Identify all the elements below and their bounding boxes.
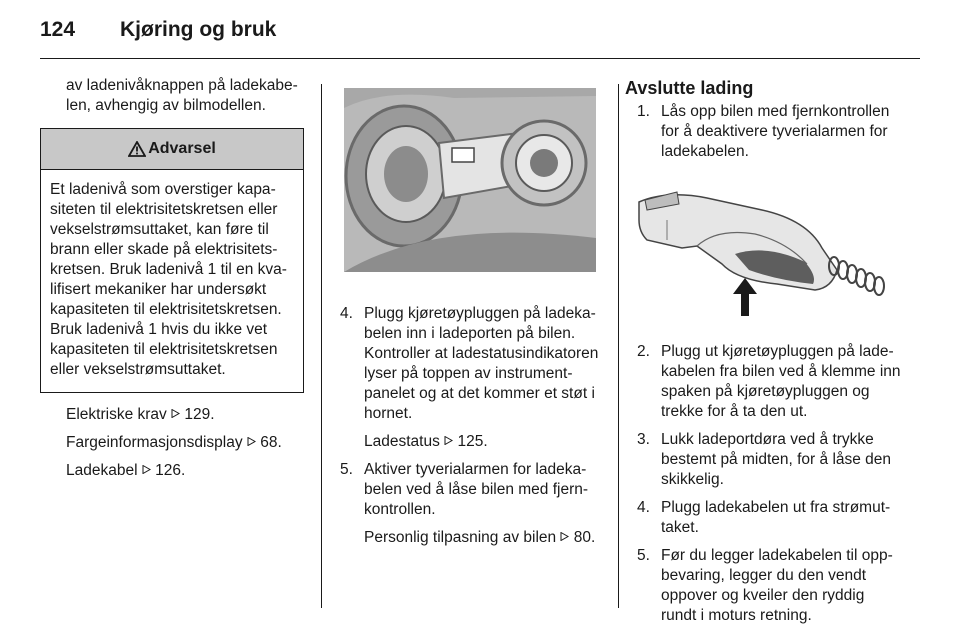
step-text: Plugg kjøretøypluggen på ladekabelen inn i ladeporten på bilen. Kontroller at ladestatusindikatoren lyser på toppen av instrumentpanelet og at det kommer et støt i hornet.: [364, 305, 599, 422]
page-reference-arrow-icon: [444, 436, 453, 445]
charge-port-photo: [344, 88, 596, 272]
column-divider-1: [321, 84, 322, 608]
page-reference-arrow-icon: [560, 532, 569, 541]
page-reference-arrow-icon: [247, 437, 256, 446]
step-number: 4.: [340, 305, 353, 322]
charge-plug-illustration: [637, 184, 889, 324]
page-reference-arrow-icon: [171, 409, 180, 418]
reference-text: Ladekabel: [66, 462, 138, 479]
section-heading: Avslutte lading: [625, 78, 754, 98]
step-number: 1.: [637, 103, 650, 120]
page-reference-arrow-icon: [142, 465, 151, 474]
reference-item[interactable]: [66, 433, 304, 453]
warning-title: Advarsel: [148, 140, 216, 157]
reference-text: Personlig tilpasning av bilen: [364, 529, 557, 546]
step-text: Aktiver tyverialarmen for ladekabelen ved å låse bilen med fjernkontrollen.: [364, 461, 589, 518]
column-2: [340, 76, 606, 556]
column-divider-2: [618, 84, 619, 608]
step-text: Før du legger ladekabelen til oppbevaring, legger du den vendt oppover og kveiler den ryddig rundt i moturs retning.: [661, 547, 893, 624]
warning-header: [41, 129, 303, 170]
intro-paragraph: av ladenivåknappen på ladekabelen, avhengig av bilmodellen.: [66, 77, 298, 114]
reference-text: Ladestatus: [364, 433, 440, 450]
reference-item[interactable]: [66, 461, 304, 481]
page-title: Kjøring og bruk: [120, 18, 277, 41]
step-number: 3.: [637, 431, 650, 448]
reference-text: Elektriske krav: [66, 406, 167, 423]
header-divider: [40, 58, 920, 59]
step-number: 5.: [637, 547, 650, 564]
step-text: Plugg ut kjøretøypluggen på ladekabelen fra bilen ved å klemme inn spaken på kjøretøypluggen og trekke for å ta den ut.: [661, 343, 901, 420]
reference-text: Fargeinformasjonsdisplay: [66, 434, 243, 451]
step-list-first: [625, 102, 903, 162]
step-number: 4.: [637, 499, 650, 516]
warning-text: Et ladenivå som overstiger kapasiteten til elektrisitetskretsen eller vekselstrømsuttaket, kan føre til brann eller skade på elektrisitetskretsen. Bruk ladenivå 1 til en kvalifisert mekaniker har undersøkt kapasiteten til elektrisitetskretsen. Bruk ladenivå 1 hvis du ikke vet kapasiteten til elektrisitetskretsen eller vekselstrømsuttaket.: [50, 181, 287, 378]
warning-triangle-icon: [128, 141, 146, 157]
step-item: [637, 342, 903, 422]
reference-page: 80.: [573, 529, 596, 546]
reference-item[interactable]: [364, 432, 606, 452]
column-1: [40, 76, 304, 489]
warning-box: [40, 128, 304, 393]
step-item: [637, 546, 903, 626]
reference-item[interactable]: [364, 528, 606, 548]
step-item: [637, 498, 903, 538]
column-3: [625, 76, 903, 634]
step-item: [340, 460, 606, 548]
page-number: 124: [40, 18, 76, 41]
step-item: [637, 430, 903, 490]
reference-page: 126.: [155, 462, 186, 479]
reference-list: [40, 405, 304, 481]
reference-page: 68.: [260, 434, 282, 451]
reference-item[interactable]: [66, 405, 304, 425]
step-text: Plugg ladekabelen ut fra strømuttaket.: [661, 499, 891, 536]
reference-page: 125.: [457, 433, 488, 450]
step-item: [637, 102, 903, 162]
step-text: Lås opp bilen med fjernkontrollen for å deaktivere tyverialarmen for ladekabelen.: [661, 103, 890, 160]
step-item: [340, 304, 606, 452]
step-list-second: [625, 342, 903, 626]
step-number: 2.: [637, 343, 650, 360]
step-number: 5.: [340, 461, 353, 478]
reference-page: 129.: [184, 406, 215, 423]
step-text: Lukk ladeportdøra ved å trykke bestemt på midten, for å låse den skikkelig.: [661, 431, 892, 488]
step-list: [340, 304, 606, 548]
